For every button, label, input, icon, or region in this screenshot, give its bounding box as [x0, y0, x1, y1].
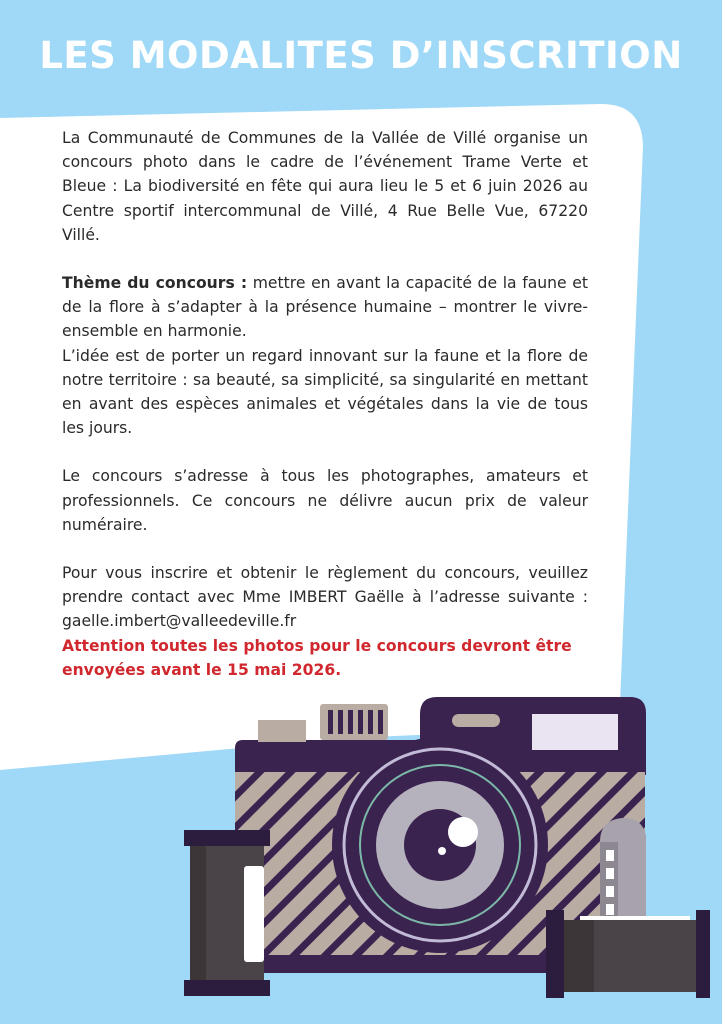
theme-label: Thème du concours :: [62, 274, 248, 293]
audience-paragraph: Le concours s’adresse à tous les photographes, amateurs et professionnels. Ce concours ne délivre aucun prix de valeur numéraire.: [62, 467, 588, 534]
idea-paragraph: L’idée est de porter un regard innovant sur la faune et la flore de notre territoire : sa beauté, sa simplicité, sa singularité en mettant en avant des espèces animales et végétales dans la vie de tous les jours.: [62, 346, 588, 438]
intro-paragraph: La Communauté de Communes de la Vallée de Villé organise un concours photo dans le cadre de l’événement Trame Verte et Bleue : La biodiversité en fête qui aura lieu le 5 et 6 juin 2026 au Centre sportif intercommunal de Villé, 4 Rue Belle Vue, 67220 Villé.: [62, 129, 588, 244]
theme-text: mettre en avant la capacité de la faune et de la flore à s’adapter à la présence humaine – montrer le vivre-ensemble en harmonie.: [62, 274, 588, 341]
warning-paragraph: Attention toutes les photos pour le concours devront être envoyées avant le 15 mai 2026.: [62, 636, 572, 679]
page-title: LES MODALITES D’INSCRITION: [39, 34, 683, 77]
contact-paragraph: Pour vous inscrire et obtenir le règlement du concours, veuillez prendre contact avec Mme IMBERT Gaëlle à l’adresse suivante : gaelle.imbert@valleedeville.fr: [62, 564, 588, 631]
